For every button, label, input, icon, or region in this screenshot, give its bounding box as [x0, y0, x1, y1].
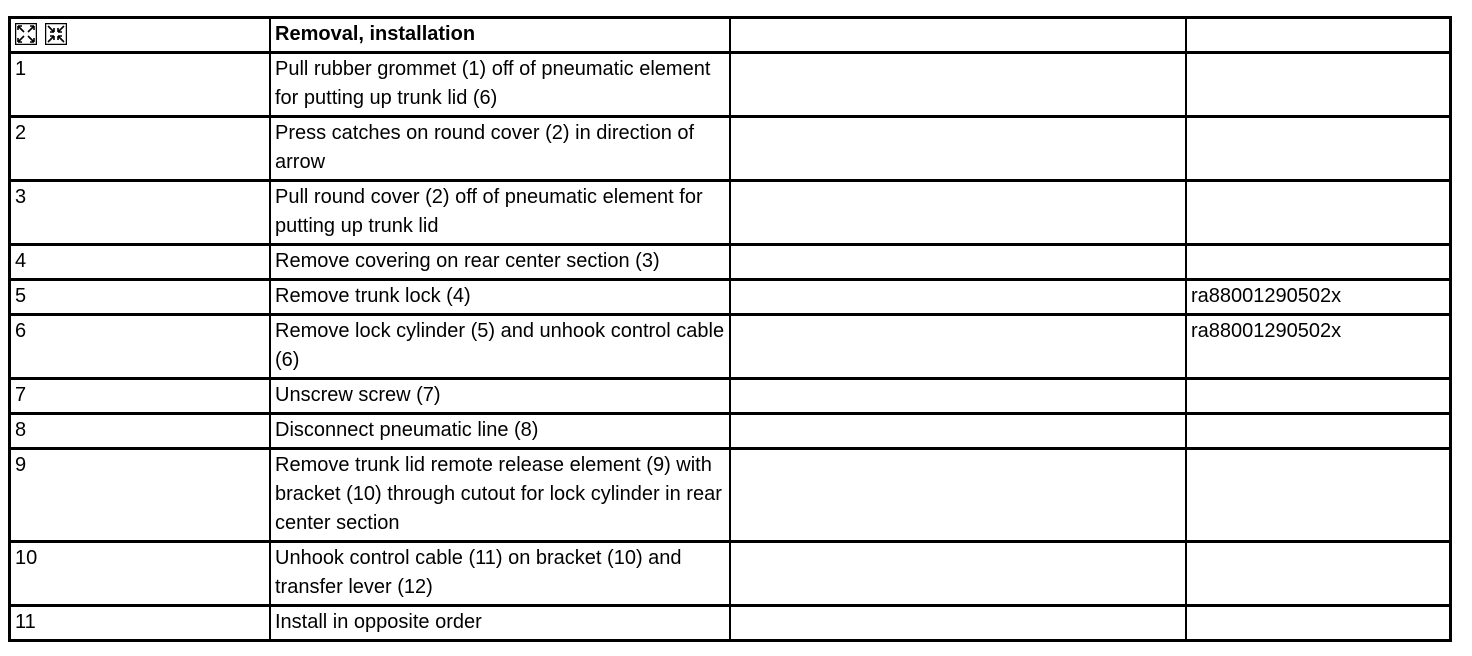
step-instruction: Remove covering on rear center section (3) — [270, 245, 730, 280]
table-row — [10, 414, 1451, 449]
step-number: 6 — [10, 315, 271, 379]
step-number: 8 — [10, 414, 271, 449]
table-row — [10, 181, 1451, 245]
step-instruction: Pull round cover (2) off of pneumatic element for putting up trunk lid — [270, 181, 730, 245]
step-instruction: Disconnect pneumatic line (8) — [270, 414, 730, 449]
step-blank-cell — [730, 245, 1186, 280]
table-row — [10, 606, 1451, 641]
step-blank-cell — [730, 414, 1186, 449]
table-row — [10, 315, 1451, 379]
procedure-container — [8, 16, 1452, 642]
step-instruction: Unscrew screw (7) — [270, 379, 730, 414]
step-graphic-ref — [1186, 449, 1451, 542]
step-blank-cell — [730, 117, 1186, 181]
step-graphic-ref — [1186, 379, 1451, 414]
step-number: 9 — [10, 449, 271, 542]
step-number: 5 — [10, 280, 271, 315]
step-blank-cell — [730, 315, 1186, 379]
step-number: 4 — [10, 245, 271, 280]
table-row — [10, 379, 1451, 414]
header-blank-cell — [730, 18, 1186, 53]
table-row — [10, 449, 1451, 542]
step-graphic-ref — [1186, 117, 1451, 181]
step-blank-cell — [730, 181, 1186, 245]
collapse-icon[interactable] — [45, 23, 67, 45]
table-row — [10, 280, 1451, 315]
step-blank-cell — [730, 379, 1186, 414]
step-number: 7 — [10, 379, 271, 414]
step-graphic-ref — [1186, 542, 1451, 606]
header-icons-cell — [10, 18, 271, 53]
step-instruction: Remove trunk lock (4) — [270, 280, 730, 315]
step-blank-cell — [730, 280, 1186, 315]
step-number: 2 — [10, 117, 271, 181]
table-row — [10, 245, 1451, 280]
step-instruction: Remove trunk lid remote release element (9) with bracket (10) through cutout for lock cylinder in rear center section — [270, 449, 730, 542]
step-blank-cell — [730, 542, 1186, 606]
step-blank-cell — [730, 449, 1186, 542]
step-instruction: Pull rubber grommet (1) off of pneumatic element for putting up trunk lid (6) — [270, 53, 730, 117]
section-title: Removal, installation — [270, 18, 730, 53]
step-graphic-ref — [1186, 245, 1451, 280]
step-instruction: Unhook control cable (11) on bracket (10) and transfer lever (12) — [270, 542, 730, 606]
step-instruction: Press catches on round cover (2) in direction of arrow — [270, 117, 730, 181]
step-number: 10 — [10, 542, 271, 606]
procedure-table — [8, 16, 1452, 642]
step-graphic-ref — [1186, 606, 1451, 641]
step-graphic-ref — [1186, 53, 1451, 117]
table-row — [10, 117, 1451, 181]
step-number: 11 — [10, 606, 271, 641]
step-instruction: Install in opposite order — [270, 606, 730, 641]
step-graphic-ref: ra88001290502x — [1186, 280, 1451, 315]
step-number: 1 — [10, 53, 271, 117]
step-graphic-ref: ra88001290502x — [1186, 315, 1451, 379]
step-graphic-ref — [1186, 414, 1451, 449]
table-row — [10, 53, 1451, 117]
step-blank-cell — [730, 53, 1186, 117]
header-row — [10, 18, 1451, 53]
step-instruction: Remove lock cylinder (5) and unhook control cable (6) — [270, 315, 730, 379]
step-blank-cell — [730, 606, 1186, 641]
header-ref-cell — [1186, 18, 1451, 53]
table-row — [10, 542, 1451, 606]
step-graphic-ref — [1186, 181, 1451, 245]
expand-icon[interactable] — [15, 23, 37, 45]
step-number: 3 — [10, 181, 271, 245]
